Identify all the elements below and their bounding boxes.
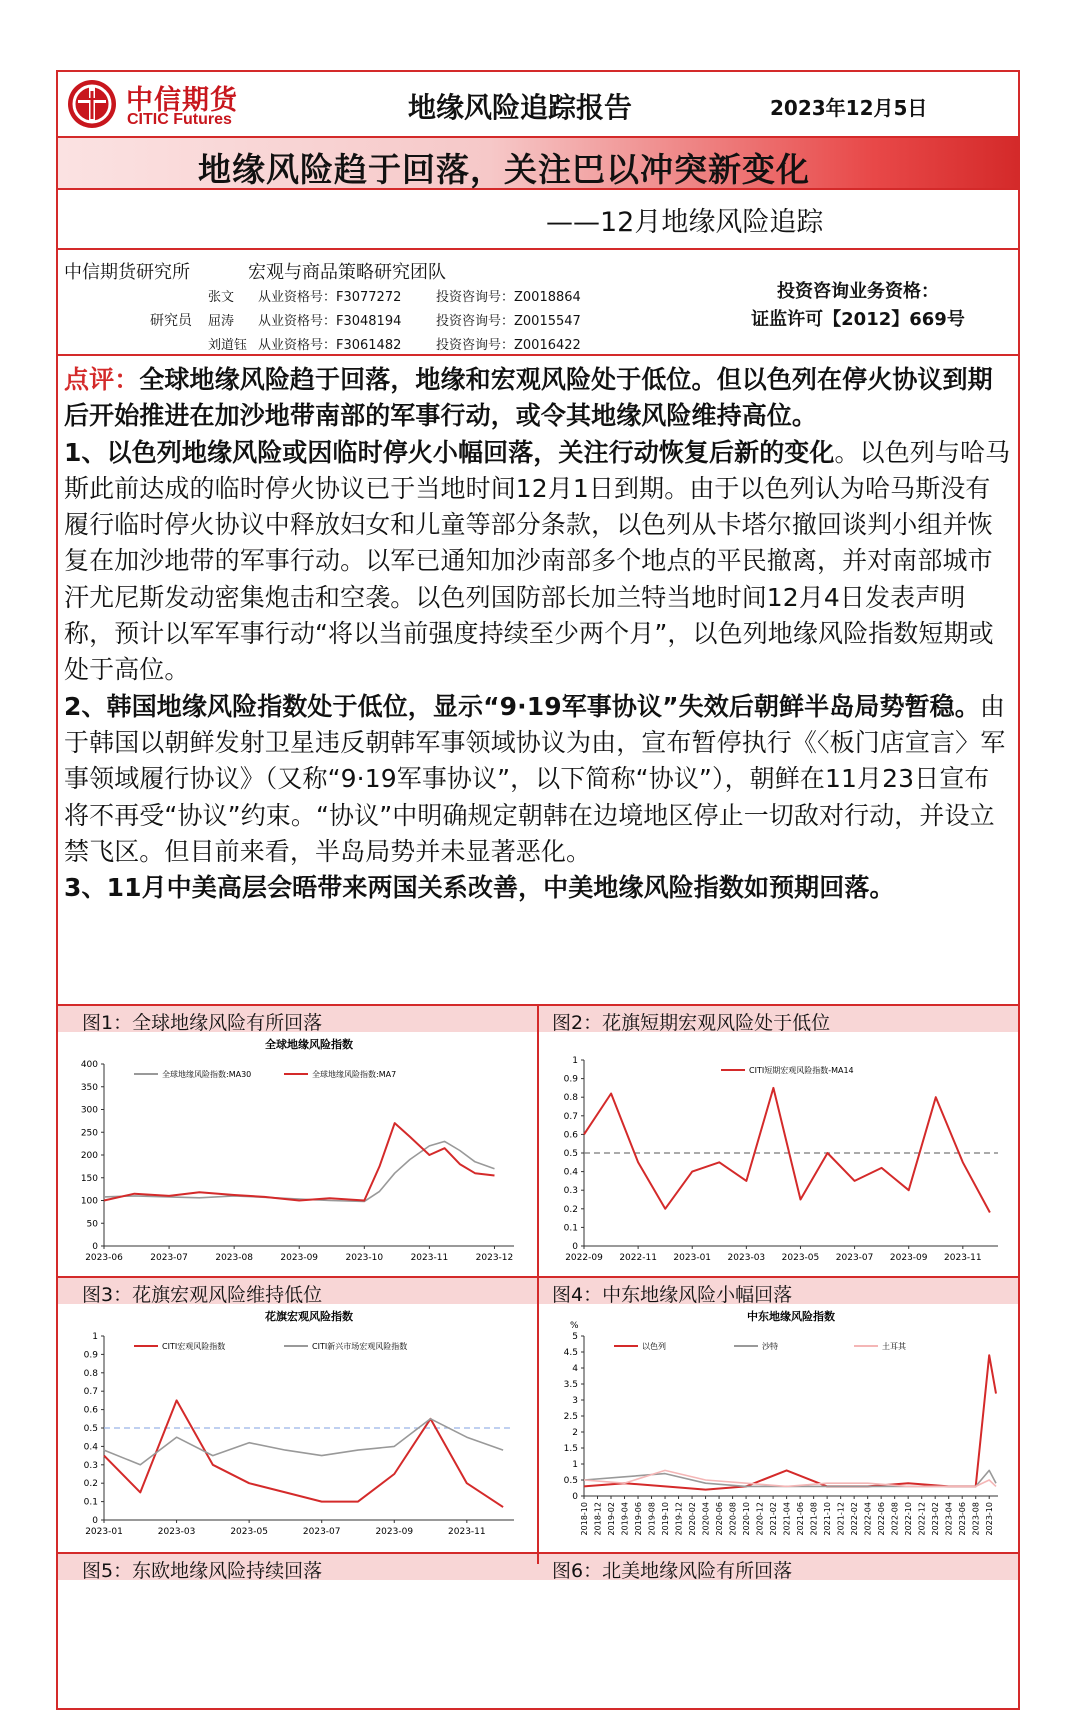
y-tick-label: 0.6 <box>563 1130 578 1141</box>
y-tick-label: 0.4 <box>83 1442 98 1453</box>
y-tick-label: 1 <box>572 1460 578 1470</box>
series-line <box>104 1123 495 1200</box>
report-header <box>58 72 1018 136</box>
y-tick-label: 1.5 <box>563 1444 578 1454</box>
x-tick-label: 2023-05 <box>781 1253 820 1263</box>
y-tick-label: 0 <box>92 1242 98 1252</box>
y-tick-label: 1 <box>92 1332 98 1342</box>
x-tick-label: 2022-09 <box>565 1253 603 1263</box>
x-tick-label: 2021-04 <box>782 1502 792 1536</box>
chart-title: 全球地缘风险指数 <box>265 1038 353 1051</box>
chart-global-geo-risk <box>64 1034 528 1274</box>
y-tick-label: 300 <box>80 1105 98 1116</box>
y-tick-label: 0.4 <box>563 1167 578 1178</box>
y-tick-label: 0.3 <box>563 1186 578 1197</box>
y-tick-label: 5 <box>572 1332 578 1342</box>
x-tick-label: 2022-06 <box>877 1502 887 1536</box>
x-tick-label: 2021-12 <box>836 1502 846 1536</box>
paragraph-1-text: 。以色列与哈马斯此前达成的临时停火协议已于当地时间12月1日到期。由于以色列认为哈马斯没有履行临时停火协议中释放妇女和儿童等部分条款，以色列从卡塔尔撤回谈判小组并恢复在加沙地带的军事行动。以军已通知加沙南部多个地点的平民撤离，并对南部城市汗尤尼斯发动密集炮击和空袭。以色列国防部长加兰特当地时间12月4日发表声明称，预计以军军事行动“将以当前强度持续至少两个月”，以色列地缘风险指数短期或处于高位。 <box>64 437 1011 685</box>
x-tick-label: 2021-06 <box>796 1502 806 1536</box>
comment-label: 点评： <box>64 365 140 394</box>
x-tick-label: 2018-12 <box>593 1502 603 1536</box>
x-tick-label: 2022-10 <box>904 1502 914 1536</box>
series-line <box>104 1141 495 1201</box>
y-tick-label: 0 <box>572 1242 578 1252</box>
figure-6-caption: 图6：北美地缘风险有所回落 <box>552 1560 793 1582</box>
paragraph-3 <box>64 870 1014 906</box>
x-tick-label: 2021-02 <box>769 1502 779 1536</box>
y-tick-label: 0.1 <box>563 1223 578 1234</box>
x-tick-label: 2023-07 <box>302 1527 341 1537</box>
x-tick-label: 2023-10 <box>985 1502 995 1536</box>
x-tick-label: 2019-08 <box>647 1502 657 1536</box>
x-tick-label: 2019-06 <box>634 1502 644 1536</box>
y-tick-label: 400 <box>80 1060 98 1070</box>
author-advisory: 投资咨询号：Z0018864 <box>436 290 581 305</box>
comment-paragraph <box>64 362 1014 435</box>
y-tick-label: 0.1 <box>83 1497 98 1508</box>
chart-middle-east-geo-risk <box>544 1306 1012 1550</box>
chart-title: 花旗宏观风险指数 <box>265 1310 353 1323</box>
y-tick-label: 0.3 <box>83 1460 98 1471</box>
author-cert: 从业资格号：F3061482 <box>258 338 402 353</box>
author-name: 刘道钰 <box>208 338 248 353</box>
x-tick-label: 2023-01 <box>673 1253 712 1263</box>
x-tick-label: 2023-11 <box>944 1253 982 1263</box>
author-row <box>208 310 581 329</box>
x-tick-label: 2019-04 <box>620 1502 630 1536</box>
x-tick-label: 2022-08 <box>890 1502 900 1536</box>
qualification-line-1: 投资咨询业务资格： <box>777 281 939 302</box>
y-tick-label: 0 <box>92 1516 98 1526</box>
report-title: 地缘风险追踪报告 <box>408 91 633 124</box>
author-row <box>208 286 581 305</box>
figure-1-caption: 图1：全球地缘风险有所回落 <box>82 1012 323 1034</box>
qualification-line-2: 证监许可【2012】669号 <box>751 309 965 330</box>
chart-title: 中东地缘风险指数 <box>747 1310 835 1323</box>
y-tick-label: 200 <box>80 1151 98 1161</box>
y-tick-label: 0.5 <box>563 1476 578 1486</box>
figure-4-caption: 图4：中东地缘风险小幅回落 <box>552 1284 793 1306</box>
paragraph-1 <box>64 435 1014 689</box>
x-tick-label: 2023-06 <box>85 1253 123 1263</box>
x-tick-label: 2023-08 <box>971 1502 981 1536</box>
author-role: 研究员 <box>150 313 192 329</box>
x-tick-label: 2023-01 <box>85 1527 123 1537</box>
report-body <box>64 362 1014 906</box>
x-tick-label: 2023-10 <box>345 1253 384 1263</box>
report-frame <box>56 70 1020 1710</box>
x-tick-label: 2023-11 <box>448 1527 486 1537</box>
x-tick-label: 2023-09 <box>375 1527 414 1537</box>
y-tick-label: 350 <box>80 1082 98 1093</box>
x-tick-label: 2019-02 <box>607 1502 617 1536</box>
y-tick-label: 0.2 <box>83 1479 98 1490</box>
paragraph-2-text: 由于韩国以朝鲜发射卫星违反朝韩军事领域协议为由，宣布暂停执行《〈板门店宣言〉军事领域履行协议》（又称“9·19军事协议”，以下简称“协议”），朝鲜在11月23日宣布将不再受“协议”约束。“协议”中明确规定朝韩在边境地区停止一切敌对行动，并设立禁飞区。但目前来看，半岛局势并未显著恶化。 <box>64 691 1006 866</box>
legend-label: 以色列 <box>642 1342 666 1351</box>
author-advisory: 投资咨询号：Z0016422 <box>436 338 581 353</box>
qualification <box>718 278 998 334</box>
x-tick-label: 2020-02 <box>688 1502 698 1536</box>
x-tick-label: 2018-10 <box>580 1502 589 1536</box>
y-tick-label: 0.5 <box>563 1149 578 1159</box>
legend-label: CITI新兴市场宏观风险指数 <box>312 1342 408 1351</box>
x-tick-label: 2023-04 <box>944 1502 954 1536</box>
y-tick-label: 0 <box>572 1492 578 1502</box>
comment-text: 全球地缘风险趋于回落，地缘和宏观风险处于低位。但以色列在停火协议到期后开始推进在加沙地带南部的军事行动，或令其地缘风险维持高位。 <box>64 365 993 431</box>
citic-logo <box>66 76 296 132</box>
institute-name: 中信期货研究所 <box>64 262 190 283</box>
y-tick-label: 0.9 <box>563 1074 578 1085</box>
y-tick-label: 250 <box>80 1128 98 1139</box>
x-tick-label: 2022-12 <box>917 1502 927 1536</box>
x-tick-label: 2020-08 <box>728 1502 738 1536</box>
x-tick-label: 2020-10 <box>742 1502 752 1536</box>
paragraph-2 <box>64 689 1014 870</box>
legend-label: 土耳其 <box>882 1342 906 1351</box>
y-tick-label: 0.2 <box>563 1204 578 1215</box>
x-tick-label: 2023-08 <box>215 1253 253 1263</box>
figure-2-caption: 图2：花旗短期宏观风险处于低位 <box>552 1012 831 1034</box>
y-tick-label: 0.7 <box>83 1387 98 1398</box>
series-line <box>584 1355 996 1489</box>
y-tick-label: 1 <box>572 1056 578 1066</box>
author-row <box>208 334 581 353</box>
x-tick-label: 2023-09 <box>889 1253 928 1263</box>
x-tick-label: 2023-03 <box>157 1527 196 1537</box>
legend-label: CITI宏观风险指数 <box>162 1342 226 1351</box>
author-cert: 从业资格号：F3077272 <box>258 290 402 305</box>
citic-logo-icon <box>66 78 118 130</box>
x-tick-label: 2023-12 <box>475 1253 514 1263</box>
x-tick-label: 2019-12 <box>674 1502 684 1536</box>
y-axis-label: % <box>570 1321 579 1331</box>
y-tick-label: 0.7 <box>563 1111 578 1122</box>
y-tick-label: 150 <box>80 1173 98 1184</box>
y-tick-label: 2 <box>572 1428 578 1438</box>
y-tick-label: 0.9 <box>83 1350 98 1361</box>
x-tick-label: 2023-06 <box>958 1502 968 1536</box>
legend-label: 沙特 <box>762 1342 778 1351</box>
x-tick-label: 2020-04 <box>701 1502 711 1536</box>
chart-citi-short-term-macro-risk <box>544 1034 1012 1274</box>
x-tick-label: 2021-10 <box>823 1502 833 1536</box>
logo-chinese: 中信期货 <box>126 85 238 116</box>
x-tick-label: 2020-06 <box>715 1502 725 1536</box>
title-banner <box>58 136 1018 190</box>
x-tick-label: 2023-02 <box>931 1502 941 1536</box>
authors-block <box>58 248 1018 356</box>
y-tick-label: 3 <box>572 1396 578 1406</box>
author-name: 屈涛 <box>208 314 235 329</box>
series-line <box>104 1400 503 1507</box>
author-name: 张文 <box>208 290 235 305</box>
author-advisory: 投资咨询号：Z0015547 <box>436 314 581 329</box>
y-tick-label: 4 <box>572 1364 578 1374</box>
y-tick-label: 4.5 <box>563 1348 578 1358</box>
subtitle: ——12月地缘风险追踪 <box>546 207 824 238</box>
paragraph-1-head: 1、以色列地缘风险或因临时停火小幅回落，关注行动恢复后新的变化 <box>64 437 835 467</box>
x-tick-label: 2023-11 <box>410 1253 449 1263</box>
legend-label: 全球地缘风险指数:MA30 <box>162 1070 252 1079</box>
x-tick-label: 2023-07 <box>150 1253 188 1263</box>
figure-5-caption: 图5：东欧地缘风险持续回落 <box>82 1560 323 1582</box>
logo-english: CITIC Futures <box>127 111 232 128</box>
y-tick-label: 0.8 <box>563 1093 578 1104</box>
paragraph-2-head: 2、韩国地缘风险指数处于低位，显示“9·19军事协议”失效后朝鲜半岛局势暂稳。 <box>64 691 980 721</box>
column-divider <box>537 1004 539 1564</box>
y-tick-label: 3.5 <box>563 1380 578 1390</box>
team-name: 宏观与商品策略研究团队 <box>248 262 446 283</box>
x-tick-label: 2023-07 <box>835 1253 874 1263</box>
x-tick-label: 2023-03 <box>727 1253 766 1263</box>
y-tick-label: 0.5 <box>83 1424 98 1434</box>
report-date: 2023年12月5日 <box>770 96 928 120</box>
chart-citi-macro-risk <box>64 1306 528 1550</box>
y-tick-label: 0.8 <box>83 1368 98 1379</box>
series-line <box>584 1088 990 1213</box>
figure-3-caption: 图3：花旗宏观风险维持低位 <box>82 1284 323 1306</box>
x-tick-label: 2020-12 <box>755 1502 765 1536</box>
main-title: 地缘风险趋于回落，关注巴以冲突新变化 <box>198 150 810 189</box>
y-tick-label: 2.5 <box>563 1412 578 1422</box>
x-tick-label: 2023-09 <box>280 1253 319 1263</box>
x-tick-label: 2022-04 <box>863 1502 873 1536</box>
paragraph-3-head: 3、11月中美高层会晤带来两国关系改善，中美地缘风险指数如预期回落。 <box>64 873 895 903</box>
y-tick-label: 50 <box>86 1219 98 1230</box>
x-tick-label: 2021-08 <box>809 1502 819 1536</box>
x-tick-label: 2023-05 <box>230 1527 268 1537</box>
author-cert: 从业资格号：F3048194 <box>258 314 402 329</box>
legend-label: 全球地缘风险指数:MA7 <box>312 1070 397 1079</box>
x-tick-label: 2022-02 <box>850 1502 860 1536</box>
legend-label: CITI短期宏观风险指数-MA14 <box>749 1066 854 1075</box>
y-tick-label: 100 <box>80 1196 98 1207</box>
x-tick-label: 2022-11 <box>619 1253 657 1263</box>
y-tick-label: 0.6 <box>83 1405 98 1416</box>
x-tick-label: 2019-10 <box>661 1502 671 1536</box>
